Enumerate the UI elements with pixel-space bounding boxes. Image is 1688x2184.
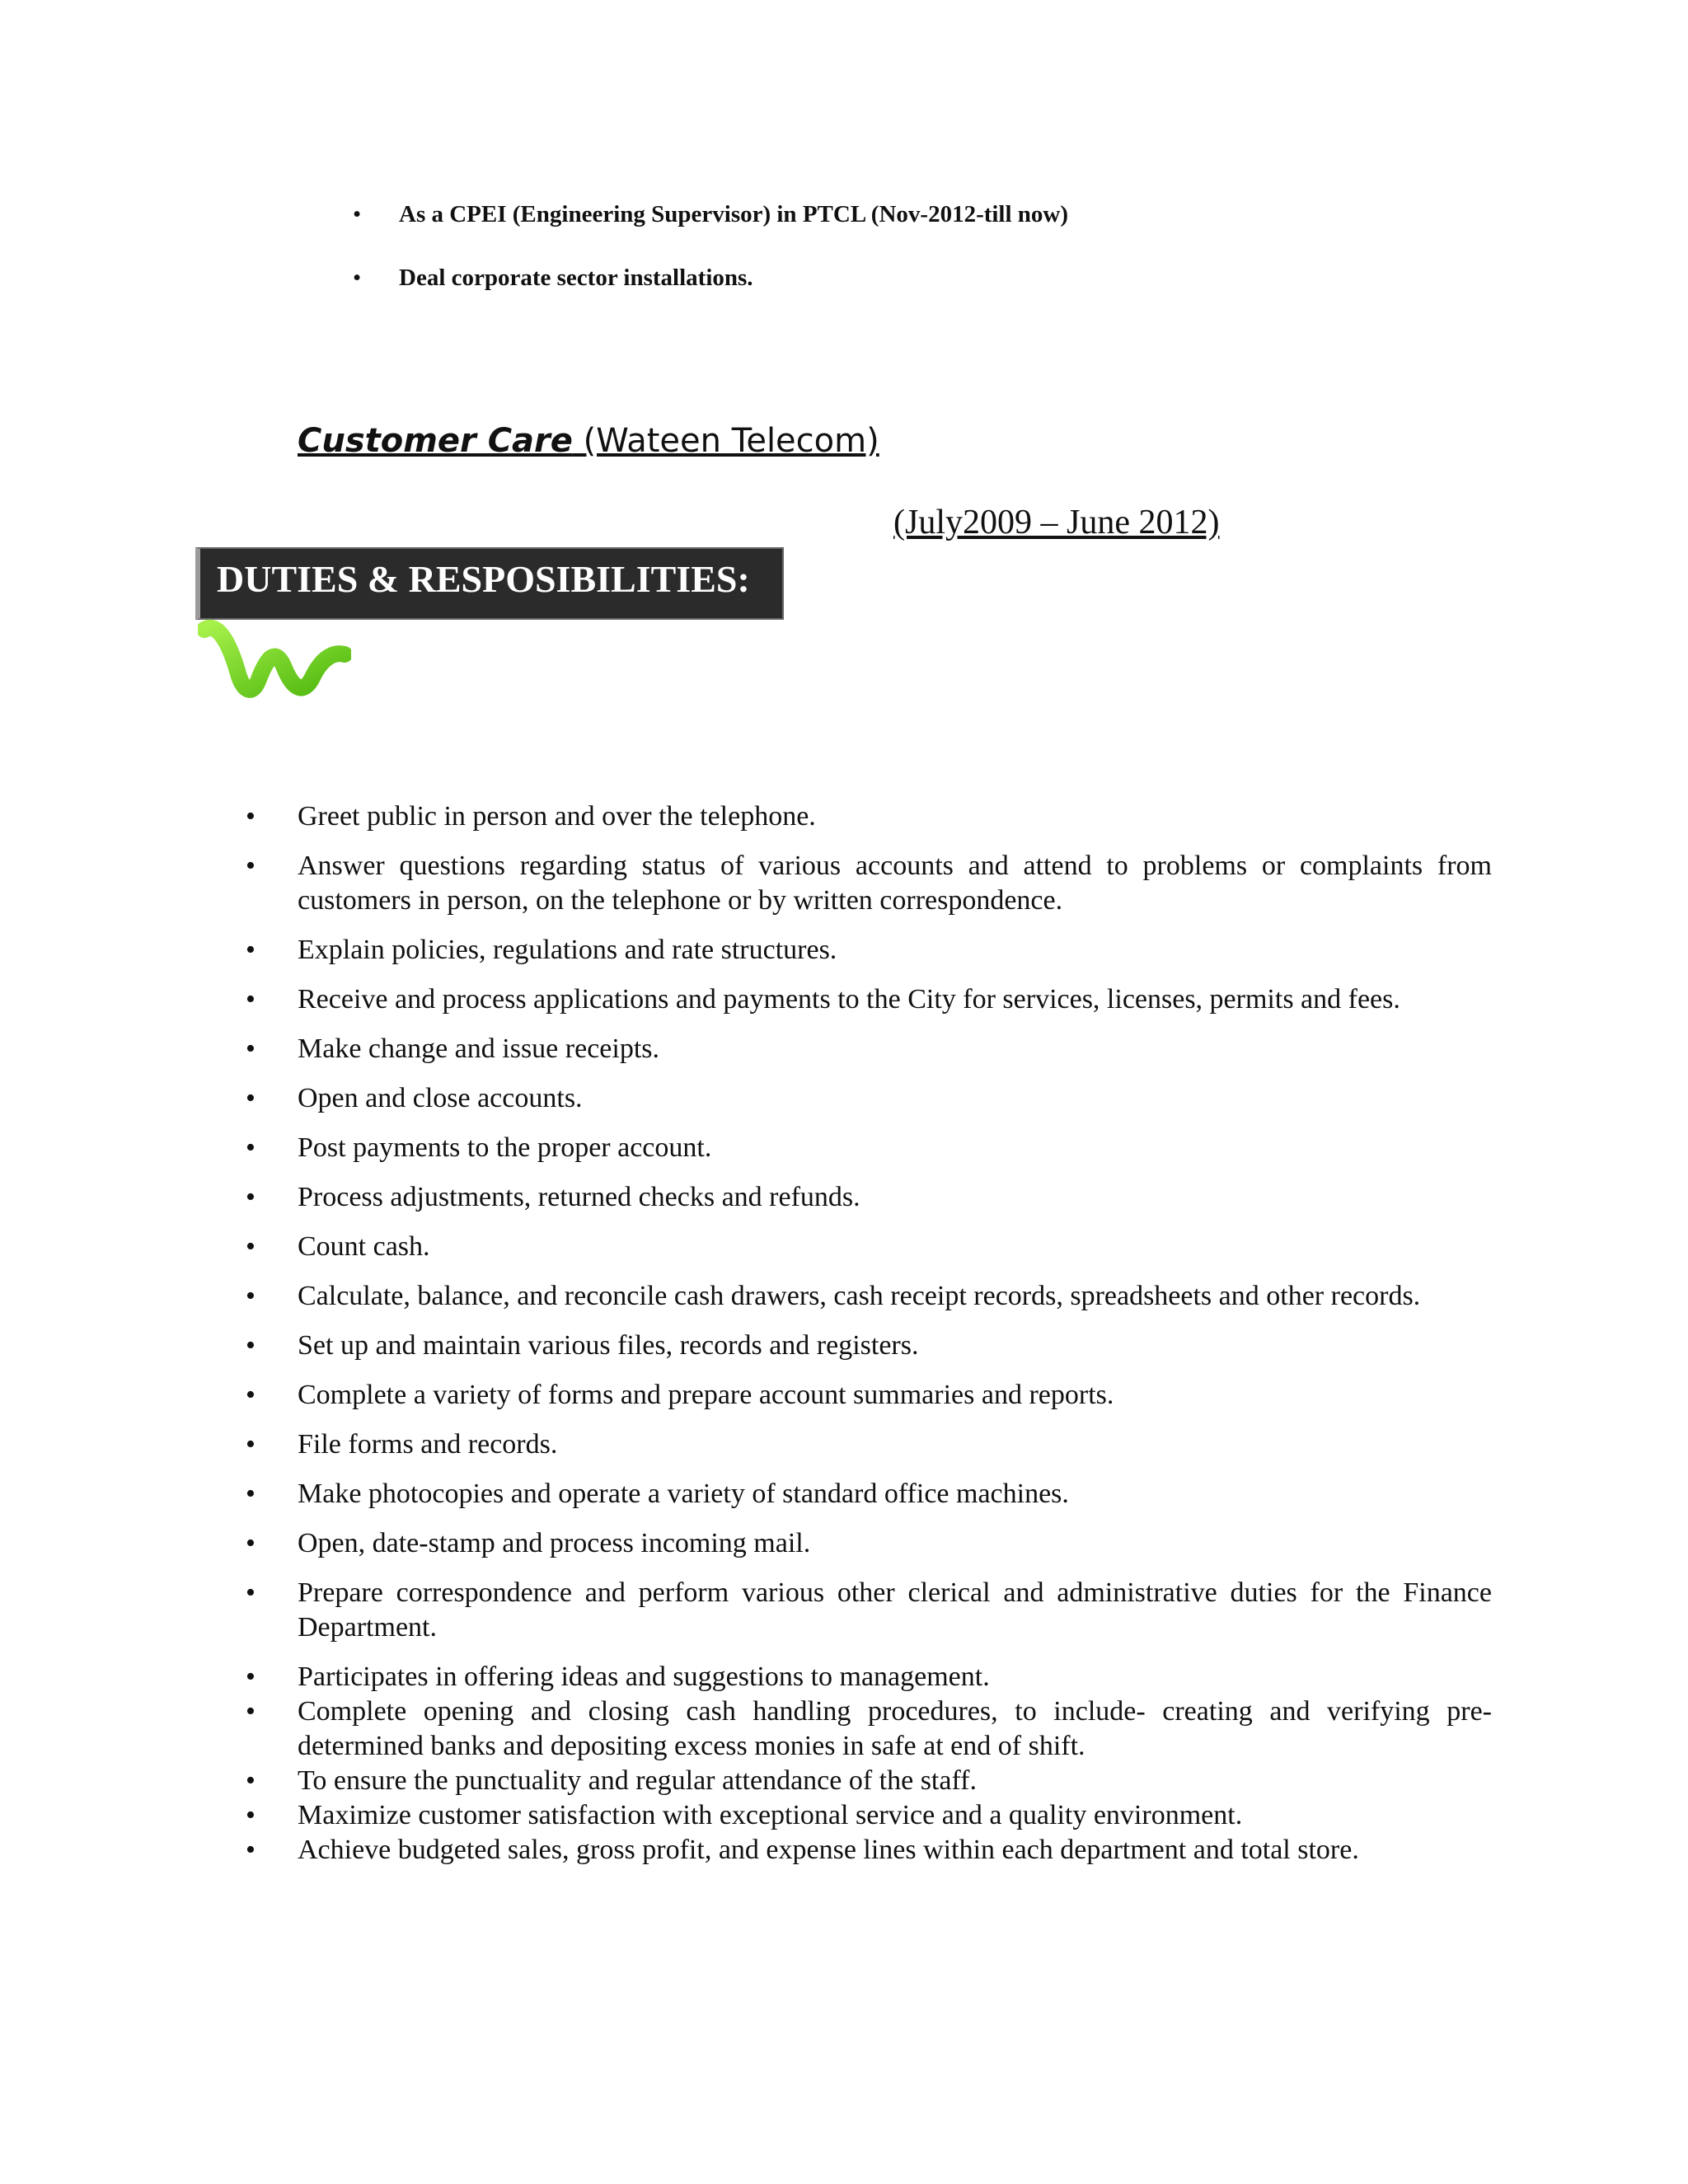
list-item: • Receive and process applications and payments to the City for services, licenses, permits and fees.	[246, 982, 1492, 1017]
top-bullet-list	[353, 194, 1068, 321]
list-item: • Maximize customer satisfaction with exceptional service and a quality environment.	[246, 1798, 1492, 1833]
list-item: • Achieve budgeted sales, gross profit, and expense lines within each department and total store.	[246, 1833, 1492, 1868]
list-item: • File forms and records.	[246, 1427, 1492, 1462]
list-item: • Post payments to the proper account.	[246, 1131, 1492, 1165]
list-item: • To ensure the punctuality and regular attendance of the staff.	[246, 1764, 1492, 1798]
list-item: • Explain policies, regulations and rate structures.	[246, 933, 1492, 968]
duties-heading: DUTIES & RESPOSIBILITIES:	[217, 558, 750, 600]
list-item: • Open, date-stamp and process incoming mail.	[246, 1526, 1492, 1561]
list-item: • Complete a variety of forms and prepare account summaries and reports.	[246, 1378, 1492, 1413]
duties-heading-box	[195, 547, 784, 620]
list-item: • Make change and issue receipts.	[246, 1032, 1492, 1066]
list-item: • Participates in offering ideas and suggestions to management.	[246, 1660, 1492, 1694]
list-item: • Open and close accounts.	[246, 1081, 1492, 1116]
list-item: • Greet public in person and over the telephone.	[246, 799, 1492, 834]
section-title	[298, 422, 879, 460]
list-item: • Calculate, balance, and reconcile cash drawers, cash receipt records, spreadsheets and other records.	[246, 1279, 1492, 1314]
role-title: Customer Care	[298, 422, 573, 460]
list-item: • Prepare correspondence and perform various other clerical and administrative duties for the Finance Department.	[246, 1576, 1492, 1645]
wateen-w-logo-icon	[198, 618, 351, 709]
list-item: • Complete opening and closing cash handling procedures, to include- creating and verifying pre-determined banks and depositing excess monies in safe at end of shift.	[246, 1694, 1492, 1764]
list-item: • Process adjustments, returned checks and refunds.	[246, 1180, 1492, 1215]
list-item: • Set up and maintain various files, records and registers.	[246, 1329, 1492, 1363]
company-name: (Wateen Telecom)	[572, 422, 879, 460]
date-range: (July2009 – June 2012)	[893, 504, 1220, 541]
list-item: • Count cash.	[246, 1230, 1492, 1264]
list-item: • As a CPEI (Engineering Supervisor) in PTCL (Nov-2012-till now)	[353, 194, 1068, 234]
list-item: • Answer questions regarding status of various accounts and attend to problems or complaints from customers in person, on the telephone or by written correspondence.	[246, 849, 1492, 918]
list-item: • Make photocopies and operate a variety of standard office machines.	[246, 1477, 1492, 1511]
list-item: • Deal corporate sector installations.	[353, 258, 1068, 298]
duties-list	[246, 799, 1492, 1868]
